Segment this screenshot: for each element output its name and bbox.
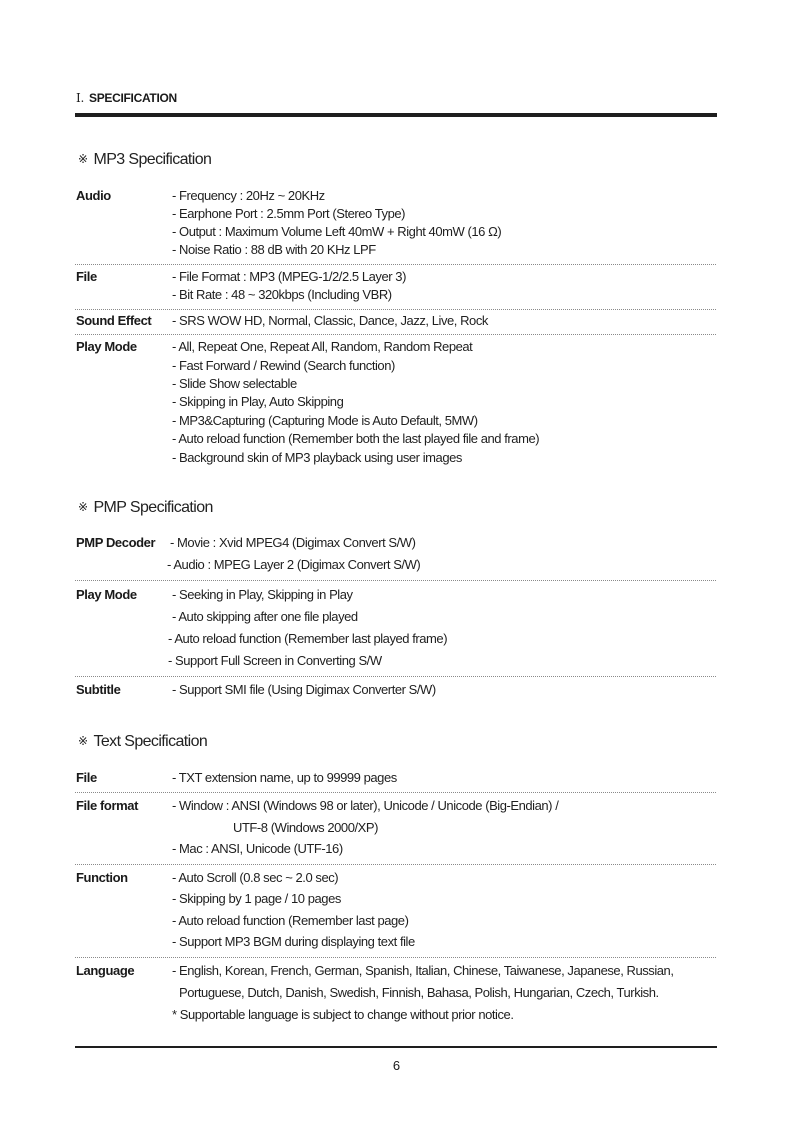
text-file-label: File xyxy=(76,770,97,785)
row-divider xyxy=(75,580,716,581)
pmp-section-title xyxy=(78,499,213,517)
chapter-number: Ⅰ. xyxy=(76,91,84,105)
header-rule xyxy=(75,113,717,117)
mp3-play-mode-line: - Slide Show selectable xyxy=(172,376,297,391)
pmp-decoder-line: - Audio : MPEG Layer 2 (Digimax Convert S/W) xyxy=(167,557,421,572)
mp3-sound-effect-line: - SRS WOW HD, Normal, Classic, Dance, Jazz, Live, Rock xyxy=(172,313,488,328)
mp3-play-mode-line: - Auto reload function (Remember both the last played file and frame) xyxy=(172,431,540,446)
text-language-line: - English, Korean, French, German, Spanish, Italian, Chinese, Taiwanese, Japanese, Russian, xyxy=(172,963,674,978)
text-function-line: - Auto reload function (Remember last page) xyxy=(172,913,409,928)
text-file-format-line: - Window : ANSI (Windows 98 or later), Unicode / Unicode (Big-Endian) / xyxy=(172,798,559,813)
text-file-format-line: - Mac : ANSI, Unicode (UTF-16) xyxy=(172,841,343,856)
row-divider xyxy=(75,264,716,265)
reference-mark-icon: ※ xyxy=(78,734,88,748)
text-function-line: - Auto Scroll (0.8 sec ~ 2.0 sec) xyxy=(172,870,339,885)
text-language-note: * Supportable language is subject to change without prior notice. xyxy=(172,1007,514,1022)
text-language-label: Language xyxy=(76,963,135,978)
row-divider xyxy=(75,792,716,793)
mp3-file-line: - Bit Rate : 48 ~ 320kbps (Including VBR) xyxy=(172,287,392,302)
chapter-title: SPECIFICATION xyxy=(89,91,177,105)
page-number: 6 xyxy=(392,1058,401,1073)
pmp-subtitle-line: - Support SMI file (Using Digimax Converter S/W) xyxy=(172,682,436,697)
mp3-play-mode-line: - MP3&Capturing (Capturing Mode is Auto Default, 5MW) xyxy=(172,413,478,428)
mp3-audio-line: - Frequency : 20Hz ~ 20KHz xyxy=(172,188,325,203)
text-function-line: - Support MP3 BGM during displaying text file xyxy=(172,934,415,949)
text-function-line: - Skipping by 1 page / 10 pages xyxy=(172,891,341,906)
text-function-label: Function xyxy=(76,870,128,885)
pmp-play-mode-label: Play Mode xyxy=(76,587,137,602)
page-header xyxy=(76,91,177,105)
mp3-audio-line: - Noise Ratio : 88 dB with 20 KHz LPF xyxy=(172,242,376,257)
mp3-play-mode-line: - Background skin of MP3 playback using user images xyxy=(172,450,462,465)
mp3-audio-label: Audio xyxy=(76,188,111,203)
row-divider xyxy=(75,957,716,958)
text-file-format-label: File format xyxy=(76,798,139,813)
text-language-line: Portuguese, Dutch, Danish, Swedish, Finnish, Bahasa, Polish, Hungarian, Czech, Turkish. xyxy=(179,985,659,1000)
text-section-title xyxy=(78,733,207,751)
pmp-title-text: PMP Specification xyxy=(93,499,213,516)
mp3-title-text: MP3 Specification xyxy=(93,151,212,168)
mp3-play-mode-label: Play Mode xyxy=(76,339,137,354)
pmp-play-mode-line: - Seeking in Play, Skipping in Play xyxy=(172,587,353,602)
pmp-decoder-line: - Movie : Xvid MPEG4 (Digimax Convert S/W) xyxy=(170,535,416,550)
text-file-line: - TXT extension name, up to 99999 pages xyxy=(172,770,397,785)
reference-mark-icon: ※ xyxy=(78,152,88,166)
mp3-audio-line: - Earphone Port : 2.5mm Port (Stereo Type) xyxy=(172,206,406,221)
mp3-play-mode-line: - Fast Forward / Rewind (Search function) xyxy=(172,358,395,373)
row-divider xyxy=(75,309,716,310)
mp3-play-mode-line: - Skipping in Play, Auto Skipping xyxy=(172,394,344,409)
pmp-play-mode-line: - Auto skipping after one file played xyxy=(172,609,358,624)
mp3-sound-effect-label: Sound Effect xyxy=(76,313,152,328)
text-file-format-line: UTF-8 (Windows 2000/XP) xyxy=(233,820,378,835)
row-divider xyxy=(75,864,716,865)
mp3-file-line: - File Format : MP3 (MPEG-1/2/2.5 Layer 3) xyxy=(172,269,406,284)
pmp-decoder-label: PMP Decoder xyxy=(76,535,156,550)
mp3-file-label: File xyxy=(76,269,97,284)
mp3-section-title xyxy=(78,151,211,169)
row-divider xyxy=(75,334,716,335)
pmp-play-mode-line: - Support Full Screen in Converting S/W xyxy=(168,653,382,668)
row-divider xyxy=(75,676,716,677)
reference-mark-icon: ※ xyxy=(78,500,88,514)
text-title-text: Text Specification xyxy=(93,733,208,750)
pmp-play-mode-line: - Auto reload function (Remember last played frame) xyxy=(168,631,448,646)
mp3-audio-line: - Output : Maximum Volume Left 40mW + Right 40mW (16 Ω) xyxy=(172,224,502,239)
mp3-play-mode-line: - All, Repeat One, Repeat All, Random, Random Repeat xyxy=(172,339,473,354)
pmp-subtitle-label: Subtitle xyxy=(76,682,121,697)
footer-rule xyxy=(75,1046,717,1048)
